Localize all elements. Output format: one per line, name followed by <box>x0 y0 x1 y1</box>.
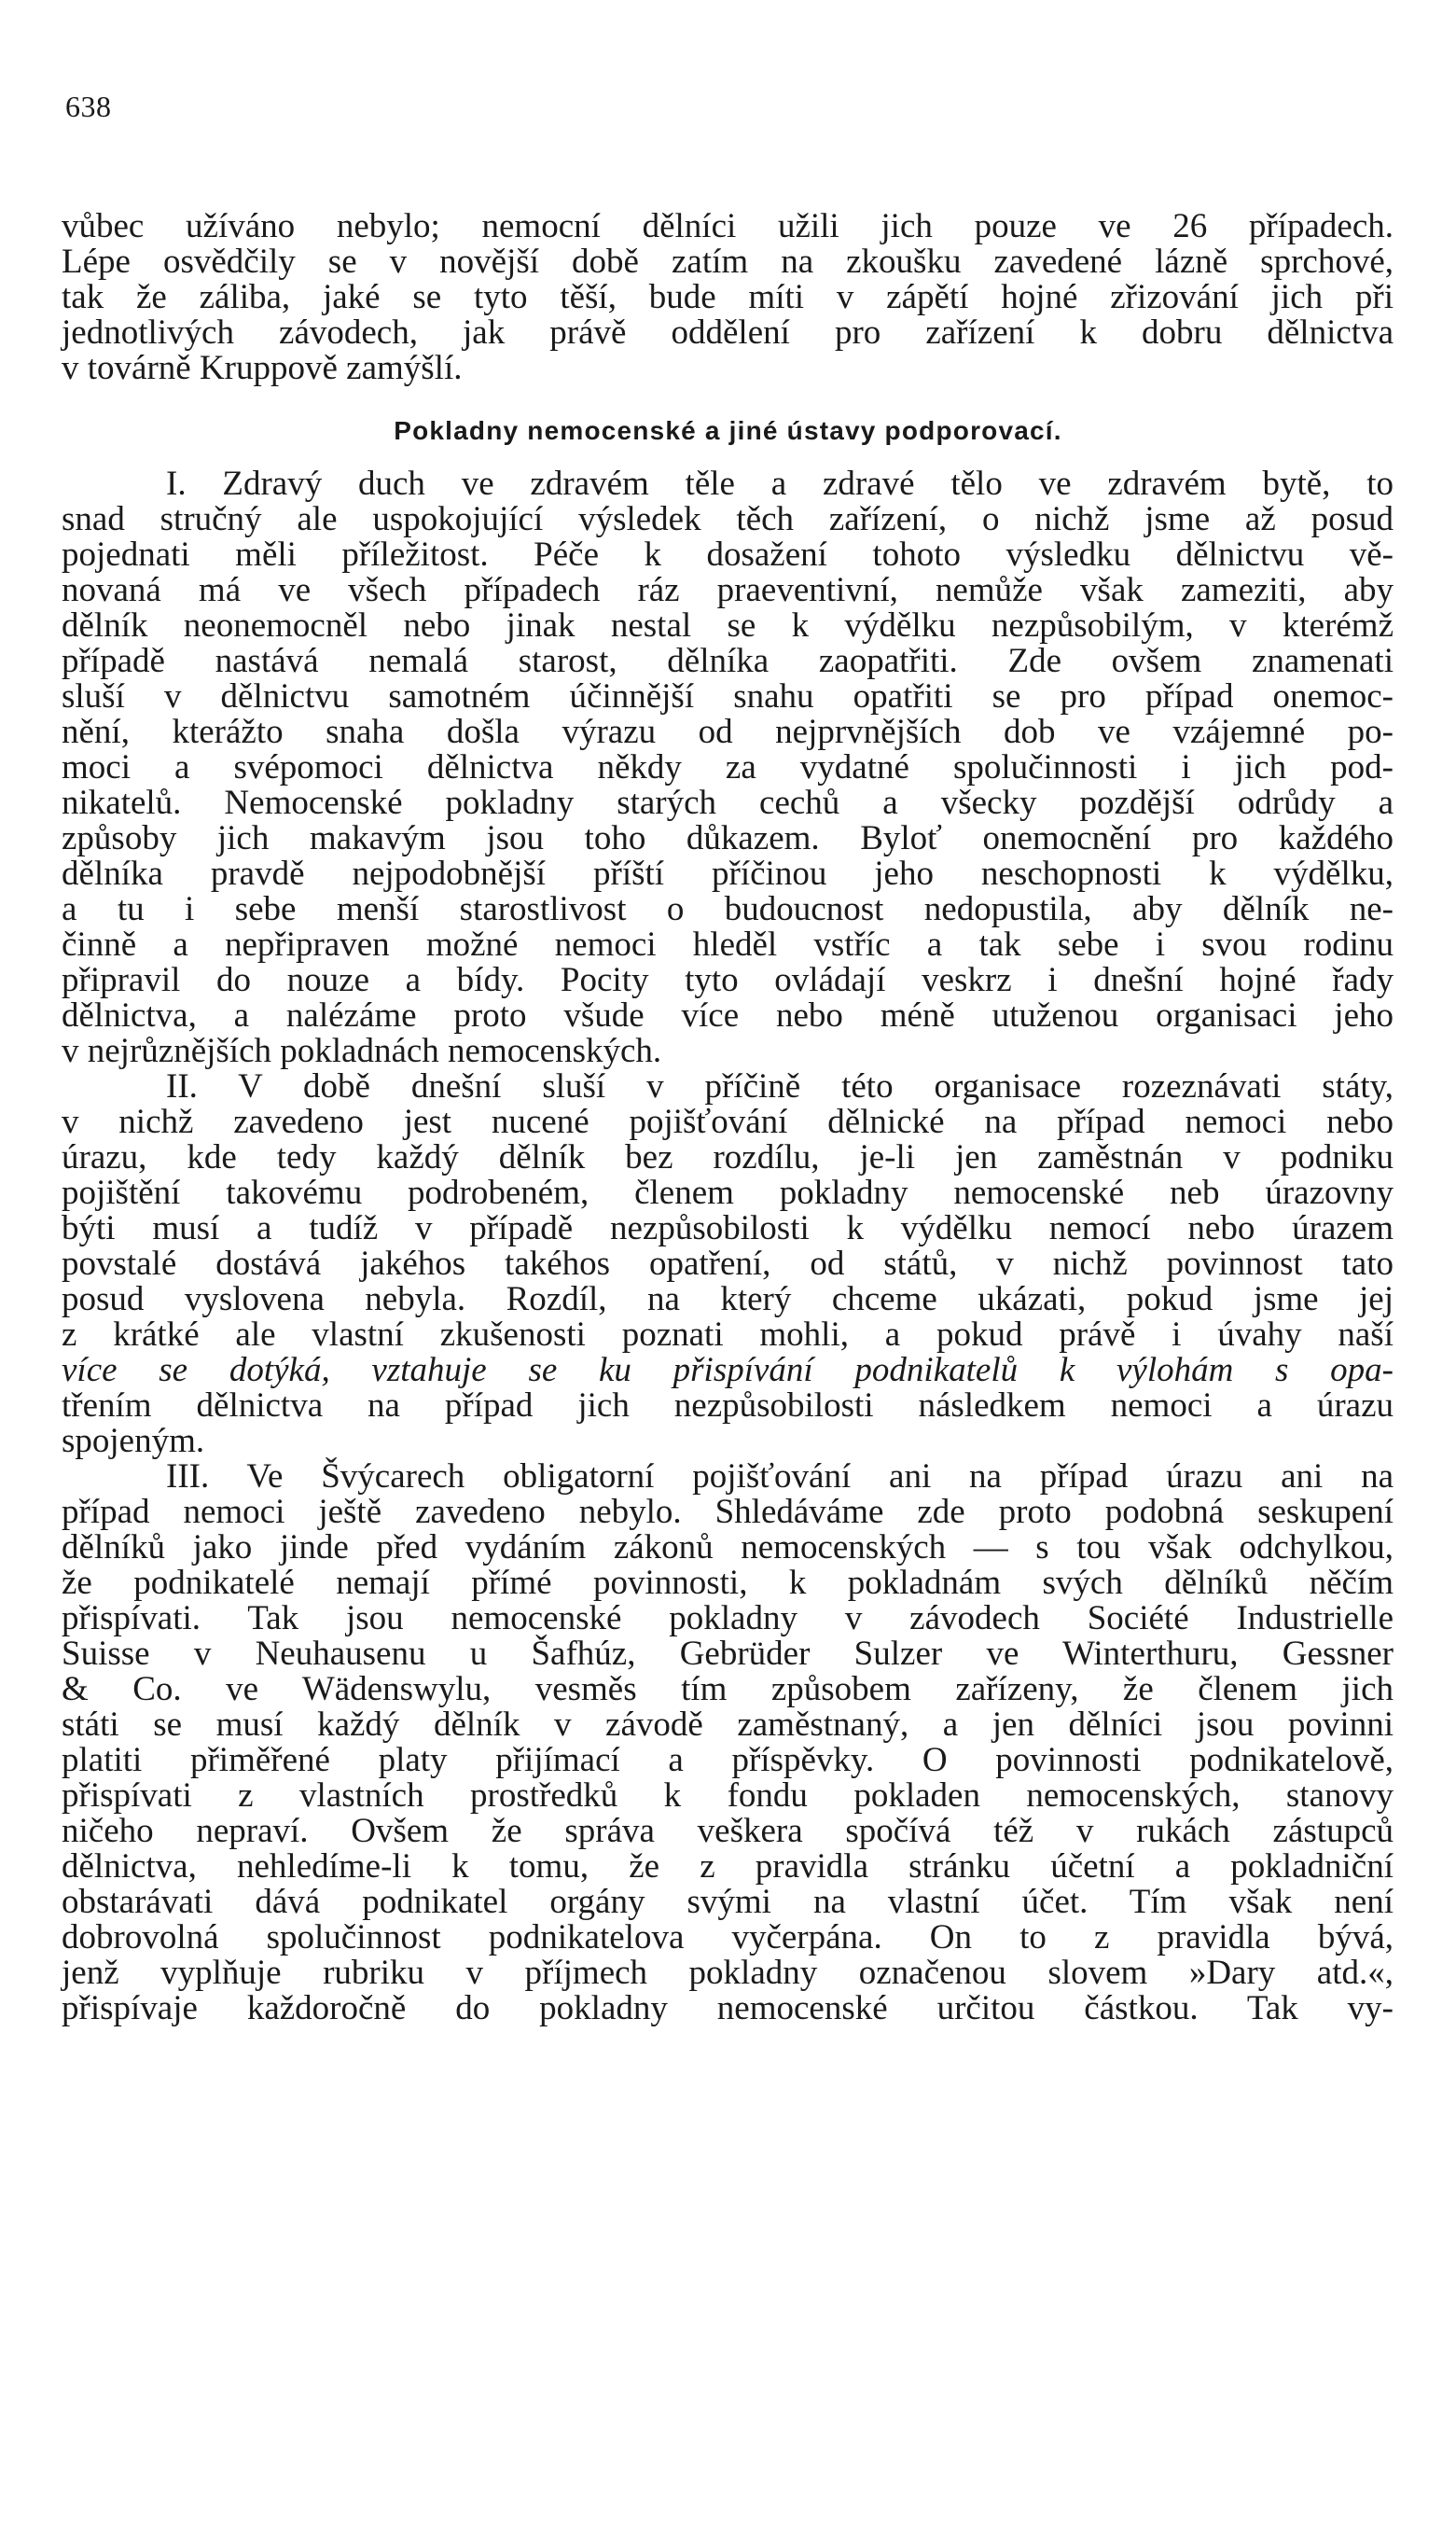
text-line: vůbec užíváno nebylo; nemocní dělníci užili jich pouze ve 26 případech. <box>62 207 1394 245</box>
text-line: přispívaje každoročně do pokladny nemocenské určitou částkou. Tak vy- <box>62 1989 1394 2027</box>
text-line: dělnictva, a nalézáme proto všude více nebo méně utuženou organisaci jeho <box>62 996 1394 1035</box>
text-line: dělníka pravdě nejpodobnější příští příčinou jeho neschopnosti k výdělku, <box>62 855 1394 893</box>
text-line: třením dělnictva na případ jich nezpůsobilosti následkem nemoci a úrazu <box>62 1386 1394 1425</box>
text-line: ničeho nepraví. Ovšem že správa veškera spočívá též v rukách zástupců <box>62 1812 1394 1850</box>
text-line: z krátké ale vlastní zkušenosti poznati mohli, a pokud právě i úvahy naší <box>62 1316 1394 1354</box>
text-line: způsoby jich makavým jsou toho důkazem. Byloť onemocnění pro každého <box>62 819 1394 857</box>
text-line: III. Ve Švýcarech obligatorní pojišťování ani na případ úrazu ani na <box>166 1457 1394 1496</box>
text-line: I. Zdravý duch ve zdravém těle a zdravé tělo ve zdravém bytě, to <box>166 465 1394 503</box>
text-line: snad stručný ale uspokojující výsledek těch zařízení, o nichž jsme až posud <box>62 500 1394 538</box>
text-line: & Co. ve Wädenswylu, vesměs tím způsobem zařízeny, že členem jich <box>62 1670 1394 1708</box>
text-line: býti musí a tudíž v případě nezpůsobilosti k výdělku nemocí nebo úrazem <box>62 1209 1394 1247</box>
text-line: že podnikatelé nemají přímé povinnosti, k pokladnám svých dělníků něčím <box>62 1564 1394 1602</box>
text-line: obstarávati dává podnikatel orgány svými na vlastní účet. Tím však není <box>62 1883 1394 1921</box>
text-line: tak že záliba, jaké se tyto těší, bude míti v zápětí hojné zřizování jich při <box>62 278 1394 316</box>
text-line: případě nastává nemalá starost, dělníka zaopatřiti. Zde ovšem znamenati <box>62 642 1394 680</box>
text-line: přispívati z vlastních prostředků k fondu pokladen nemocenských, stanovy <box>62 1776 1394 1815</box>
text-line: a tu i sebe menší starostlivost o budoucnost nedopustila, aby dělník ne- <box>62 890 1394 928</box>
text-line: Suisse v Neuhausenu u Šafhúz, Gebrüder Sulzer ve Winterthuru, Gessner <box>62 1635 1394 1673</box>
text-line: v nejrůznějších pokladnách nemocenských. <box>62 1032 662 1070</box>
text-line: pojednati měli příležitost. Péče k dosažení tohoto výsledku dělnictvu vě- <box>62 536 1394 574</box>
text-line: Lépe osvědčily se v novější době zatím na zkoušku zavedené lázně sprchové, <box>62 243 1394 281</box>
text-line: jenž vyplňuje rubriku v příjmech pokladny označenou slovem »Dary atd.«, <box>62 1954 1394 1992</box>
text-line: dobrovolná spolučinnost podnikatelova vyčerpána. On to z pravidla bývá, <box>62 1918 1394 1956</box>
text-line: připravil do nouze a bídy. Pocity tyto ovládají veskrz i dnešní hojné řady <box>62 961 1394 999</box>
text-line: dělnictva, nehledíme-li k tomu, že z pravidla stránku účetní a pokladniční <box>62 1847 1394 1886</box>
text-line: nikatelů. Nemocenské pokladny starých cechů a všecky pozdější odrůdy a <box>62 784 1394 822</box>
text-line: platiti přiměřené platy přijímací a příspěvky. O povinnosti podnikatelově, <box>62 1741 1394 1779</box>
text-line: novaná má ve všech případech ráz praeventivní, nemůže však zameziti, aby <box>62 571 1394 609</box>
text-line: povstalé dostává jakéhos takéhos opatření, od států, v nichž povinnost tato <box>62 1245 1394 1283</box>
text-line: moci a svépomoci dělnictva někdy za vydatné spolučinnosti i jich pod- <box>62 748 1394 787</box>
text-line: dělník neonemocněl nebo jinak nestal se k výdělku nezpůsobilým, v kterémž <box>62 606 1394 645</box>
text-line: případ nemoci ještě zavedeno nebylo. Shledáváme zde proto podobná seskupení <box>62 1493 1394 1531</box>
text-line: v nichž zavedeno jest nucené pojišťování dělnické na případ nemoci nebo <box>62 1103 1394 1141</box>
text-line: více se dotýká, vztahuje se ku přispívání podnikatelů k výlohám s opa- <box>62 1351 1394 1389</box>
text-line: nění, kterážto snaha došla výrazu od nejprvnějších dob ve vzájemné po- <box>62 713 1394 751</box>
text-line: dělníků jako jinde před vydáním zákonů nemocenských — s tou však odchylkou, <box>62 1528 1394 1566</box>
text-line: posud vyslovena nebyla. Rozdíl, na který chceme ukázati, pokud jsme jej <box>62 1280 1394 1318</box>
text-line: státi se musí každý dělník v závodě zaměstnaný, a jen dělníci jsou povinni <box>62 1706 1394 1744</box>
text-line: v továrně Kruppově zamýšlí. <box>62 349 463 387</box>
text-line: úrazu, kde tedy každý dělník bez rozdílu, je-li jen zaměstnán v podniku <box>62 1138 1394 1176</box>
page-number: 638 <box>65 90 112 123</box>
section-heading: Pokladny nemocenské a jiné ústavy podporovací. <box>394 416 1062 445</box>
text-line: jednotlivých závodech, jak právě oddělení pro zařízení k dobru dělnictva <box>62 313 1394 352</box>
text-line: spojeným. <box>62 1422 205 1460</box>
text-line: sluší v dělnictvu samotném účinnější snahu opatřiti se pro případ onemoc- <box>62 677 1394 716</box>
text-line: činně a nepřipraven možné nemoci hleděl vstříc a tak sebe i svou rodinu <box>62 926 1394 964</box>
text-line: přispívati. Tak jsou nemocenské pokladny v závodech Société Industrielle <box>62 1599 1394 1637</box>
text-line: pojištění takovému podrobeném, členem pokladny nemocenské neb úrazovny <box>62 1174 1394 1212</box>
text-line: II. V době dnešní sluší v příčině této organisace rozeznávati státy, <box>166 1067 1394 1106</box>
